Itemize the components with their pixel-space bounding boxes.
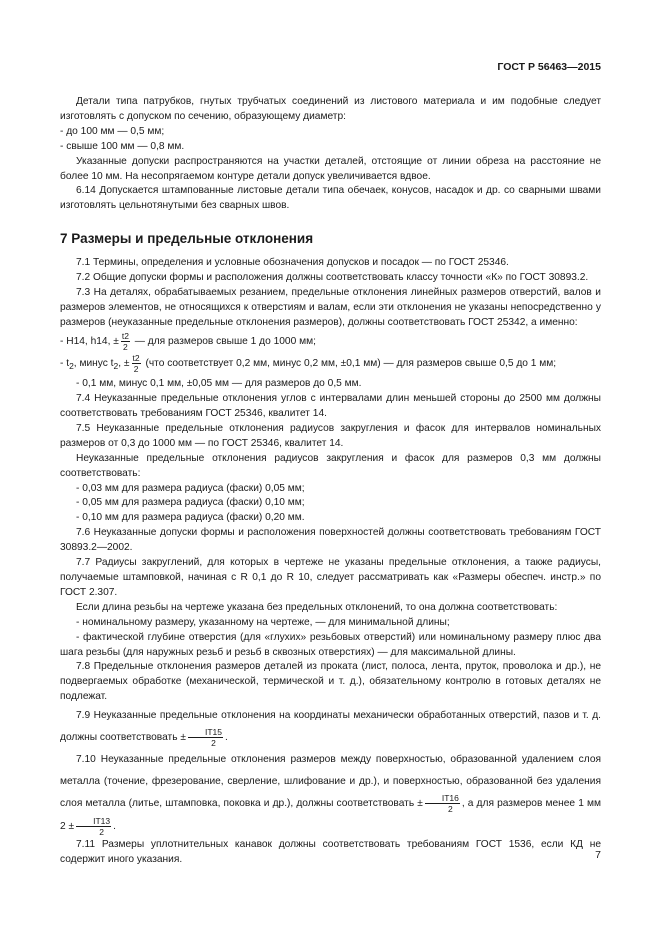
paragraph-7-9 xyxy=(60,705,601,749)
fraction xyxy=(425,793,460,814)
list-item xyxy=(60,353,601,377)
fraction-numerator: t2 xyxy=(121,330,129,341)
list-item xyxy=(60,331,601,353)
paragraph-7-2: 7.2 Общие допуски формы и расположения должны соответствовать классу точности «К» по ГОСТ 30893.2. xyxy=(76,272,589,284)
list-item: - 0,03 мм для размера радиуса (фаски) 0,05 мм; xyxy=(76,482,305,494)
text-run: , а для размеров менее 1 мм 2 ± xyxy=(60,798,601,832)
paragraph-7-7: 7.7 Радиусы закруглений, для которых в чертеже не указаны предельные отклонения, а также радиусы, получаемые штамповкой, начиная с R 0,1 до R 10, следует рассматривать как «Размеры обеспеч. инстр.» по ГОСТ 2.307. xyxy=(60,557,601,598)
text-run: - Н14, h14, ± xyxy=(60,335,119,347)
paragraph-7-4: 7.4 Неуказанные предельные отклонения углов с интервалами длин меньшей стороны до 2500 мм должны соответствовать требованиям ГОСТ 25346, квалитет 14. xyxy=(60,393,601,419)
fraction-denominator: 2 xyxy=(123,341,128,352)
list-item: - до 100 мм — 0,5 мм; xyxy=(60,125,165,137)
page-content xyxy=(60,95,601,868)
fraction-denominator: 2 xyxy=(211,738,216,749)
text-run: - t xyxy=(60,358,70,370)
fraction-denominator: 2 xyxy=(133,363,139,374)
paragraph: Если длина резьбы на чертеже указана без предельных отклонений, то она должна соответствовать: xyxy=(76,601,558,613)
fraction xyxy=(76,816,111,837)
paragraph-6-14: 6.14 Допускается штампованные листовые детали типа обечаек, конусов, насадок и др. со сварными швами изготовлять цельнотянутыми без сварных швов. xyxy=(60,185,601,212)
text-run: (что соответствует 0,2 мм, минус 0,2 мм, ±0,1 мм) — для размеров свыше 0,5 до 1 мм; xyxy=(142,358,557,370)
fraction-denominator: 2 xyxy=(447,804,453,815)
document-header: ГОСТ Р 56463—2015 xyxy=(497,61,601,73)
paragraph-7-10 xyxy=(60,749,601,837)
paragraph: Детали типа патрубков, гнутых трубчатых соединений из листового материала и им подобные следует изготовлять с допуском по сечению, образующему диаметр: xyxy=(60,96,601,122)
text-run: . xyxy=(113,820,116,832)
paragraph-7-1: 7.1 Термины, определения и условные обозначения допусков и посадок — по ГОСТ 25346. xyxy=(76,257,509,269)
text-run: . xyxy=(224,732,228,744)
list-item: - свыше 100 мм — 0,8 мм. xyxy=(60,140,185,152)
paragraph-7-5: 7.5 Неуказанные предельные отклонения радиусов закругления и фасок для интервалов номинальных размеров от 0,3 до 1000 мм — по ГОСТ 25346, квалитет 14. xyxy=(60,422,601,449)
text-run: , ± xyxy=(118,358,130,370)
text-run: 7.9 Неуказанные предельные отклонения на координаты механически обработанных отверстий, пазов и т. д. должны соответствовать ± xyxy=(60,710,601,744)
list-item: - 0,1 мм, минус 0,1 мм, ±0,05 мм — для размеров до 0,5 мм. xyxy=(76,378,362,390)
section-7-title: 7 Размеры и предельные отклонения xyxy=(60,231,314,247)
fraction xyxy=(188,727,223,748)
list-item: - 0,10 мм для размера радиуса (фаски) 0,20 мм. xyxy=(76,512,305,524)
list-item: - фактической глубине отверстия (для «глухих» резьбовых отверстий) или номинальному размеру плюс два шага резьбы (для наружных резьб и резьб в сквозных отверстиях) — для максимальной длины. xyxy=(60,631,601,658)
list-item: - номинальному размеру, указанному на чертеже, — для минимальной длины; xyxy=(76,616,450,628)
subscript: 2 xyxy=(113,361,119,372)
subscript: 2 xyxy=(69,361,74,372)
list-item: - 0,05 мм для размера радиуса (фаски) 0,10 мм; xyxy=(76,497,305,509)
fraction-numerator: IT15 xyxy=(188,727,223,738)
fraction-denominator: 2 xyxy=(99,826,104,837)
fraction-numerator: IT16 xyxy=(425,793,460,804)
fraction-numerator: IT13 xyxy=(76,816,111,827)
text-run: — для размеров свыше 1 до 1000 мм; xyxy=(131,335,316,347)
fraction-numerator: t2 xyxy=(132,352,140,363)
paragraph: Неуказанные предельные отклонения радиусов закругления и фасок для размеров 0,3 мм должны соответствовать: xyxy=(60,452,601,479)
paragraph-7-6: 7.6 Неуказанные допуски формы и расположения поверхностей должны соответствовать требованиям ГОСТ 30893.2—2002. xyxy=(60,527,601,554)
paragraph-7-8: 7.8 Предельные отклонения размеров деталей из проката (лист, полоса, лента, пруток, проволока и др.), не подвергаемых обработке (механической, термической и т. д.), обязательному контролю в готовых деталях не подлежат. xyxy=(60,661,601,703)
fraction xyxy=(121,331,130,352)
paragraph-7-3: 7.3 На деталях, обрабатываемых резанием, предельные отклонения линейных размеров отверстий, валов и размеров элементов, не относящихся к отверстиям и валам, если эти отклонения не указаны непосредственно у размеров (неуказанные предельные отклонения размеров), должны соответствовать ГОСТ 25342, а именно: xyxy=(60,287,601,328)
text-run: , минус t xyxy=(73,358,114,370)
page-number: 7 xyxy=(595,849,601,861)
fraction xyxy=(132,353,141,374)
text-run: 7.10 Неуказанные предельные отклонения размеров между поверхностью, образованной удалением слоя металла (точение, фрезерование, сверление, шлифование и др.), и поверхностью, образованной без удаления слоя металла (литье, штамповка, поковка и др.), должны соответствовать ± xyxy=(60,754,601,810)
paragraph-7-11: 7.11 Размеры уплотнительных канавок должны соответствовать требованиям ГОСТ 1536, если КД не содержит иного указания. xyxy=(60,838,601,865)
paragraph: Указанные допуски распространяются на участки деталей, отстоящие от линии обреза на расстояние не более 10 мм. На несопрягаемом контуре детали допуск увеличивается вдвое. xyxy=(60,155,601,182)
